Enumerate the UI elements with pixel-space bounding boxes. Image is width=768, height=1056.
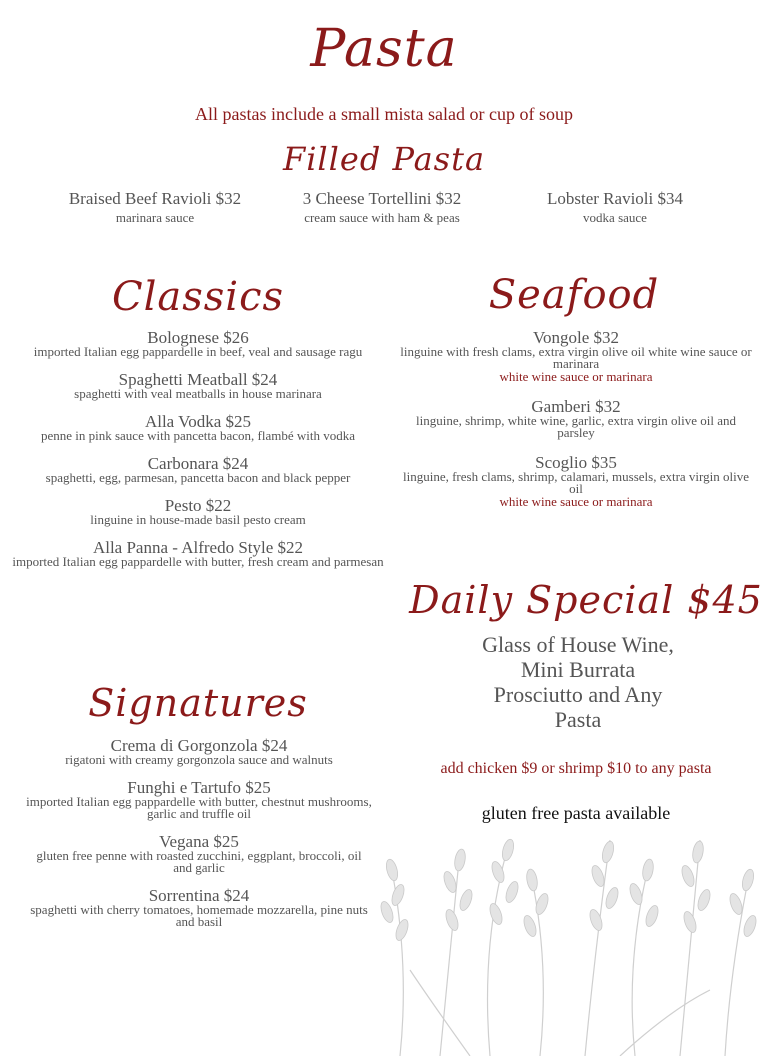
- item-description: penne in pink sauce with pancetta bacon, flambé with vodka: [40, 428, 356, 443]
- filled-item-lobster-ravioli: [500, 190, 730, 224]
- menu-item-funghi-e-tartufo: [14, 780, 384, 820]
- filled-item-3-cheese-tortellini: [266, 190, 498, 224]
- item-description: gluten free penne with roasted zucchini, eggplant, broccoli, oil and garlic: [36, 848, 362, 875]
- item-name: Alla Panna - Alfredo Style $22: [92, 538, 304, 557]
- special-line: Pasta: [554, 707, 602, 732]
- item-description: linguine with fresh clams, extra virgin olive oil white wine sauce or marinara: [400, 344, 752, 371]
- daily-special-heading: Daily Special $45: [409, 578, 763, 622]
- page-title: Pasta: [310, 19, 458, 79]
- item-description: spaghetti with cherry tomatoes, homemade mozzarella, pine nuts and basil: [30, 902, 368, 929]
- item-name: Gamberi $32: [531, 397, 621, 416]
- menu-item-scoglio: [390, 455, 762, 508]
- item-description: spaghetti with veal meatballs in house marinara: [74, 386, 322, 401]
- gluten-free-note: gluten free pasta available: [481, 803, 671, 823]
- item-description: imported Italian egg pappardelle with butter, chestnut mushrooms, garlic and truffle oil: [26, 794, 372, 821]
- menu-item-carbonara: [8, 456, 388, 484]
- wheat-illustration: [370, 820, 768, 1056]
- item-name: Vegana $25: [159, 832, 239, 851]
- item-sauce-note: white wine sauce or marinara: [499, 369, 653, 384]
- menu-item-spaghetti-meatball: [8, 372, 388, 400]
- daily-special-details: [420, 632, 736, 732]
- item-name: Bolognese $26: [147, 328, 249, 347]
- item-name: Sorrentina $24: [148, 886, 250, 905]
- menu-item-alla-panna: [8, 540, 388, 568]
- menu-item-crema-di-gorgonzola: [14, 738, 384, 766]
- item-name: Scoglio $35: [535, 453, 617, 472]
- item-name: Crema di Gorgonzola $24: [110, 736, 288, 755]
- item-description: cream sauce with ham & peas: [304, 210, 460, 225]
- signatures-heading: Signatures: [88, 681, 308, 725]
- item-name: Spaghetti Meatball $24: [118, 370, 278, 389]
- item-name: Lobster Ravioli $34: [547, 189, 683, 208]
- special-line: Glass of House Wine,: [482, 632, 674, 657]
- add-protein-note: add chicken $9 or shrimp $10 to any pasta: [440, 760, 712, 777]
- classics-heading: Classics: [111, 274, 285, 320]
- filled-item-braised-beef-ravioli: [40, 190, 270, 224]
- item-description: linguine in house-made basil pesto cream: [90, 512, 306, 527]
- item-name: Alla Vodka $25: [144, 412, 252, 431]
- item-description: rigatoni with creamy gorgonzola sauce and walnuts: [65, 752, 333, 767]
- signatures-list: [14, 738, 384, 942]
- item-name: Pesto $22: [164, 496, 232, 515]
- filled-pasta-heading: Filled Pasta: [282, 140, 486, 178]
- item-description: spaghetti, egg, parmesan, pancetta bacon and black pepper: [45, 470, 351, 485]
- item-description: imported Italian egg pappardelle in beef, veal and sausage ragu: [33, 344, 363, 359]
- menu-item-gamberi: [390, 399, 762, 439]
- item-description: imported Italian egg pappardelle with butter, fresh cream and parmesan: [12, 554, 384, 569]
- menu-item-vongole: [390, 330, 762, 383]
- special-line: Mini Burrata: [520, 657, 636, 682]
- item-description: linguine, shrimp, white wine, garlic, extra virgin olive oil and parsley: [416, 413, 736, 440]
- menu-item-sorrentina: [14, 888, 384, 928]
- menu-item-pesto: [8, 498, 388, 526]
- item-name: Vongole $32: [532, 328, 620, 347]
- wheat-grains: [379, 838, 759, 942]
- item-description: marinara sauce: [115, 210, 195, 225]
- special-line: Prosciutto and Any: [493, 682, 663, 707]
- menu-item-bolognese: [8, 330, 388, 358]
- item-name: Carbonara $24: [147, 454, 249, 473]
- menu-item-vegana: [14, 834, 384, 874]
- item-name: 3 Cheese Tortellini $32: [302, 189, 462, 208]
- wheat-stalks: [390, 840, 750, 1056]
- subtitle: All pastas include a small mista salad or cup of soup: [195, 104, 573, 124]
- item-sauce-note: white wine sauce or marinara: [499, 494, 653, 509]
- menu-item-alla-vodka: [8, 414, 388, 442]
- item-description: vodka sauce: [583, 210, 647, 225]
- item-name: Funghi e Tartufo $25: [127, 778, 271, 797]
- item-name: Braised Beef Ravioli $32: [68, 189, 242, 208]
- seafood-heading: Seafood: [488, 272, 660, 318]
- item-description: linguine, fresh clams, shrimp, calamari, mussels, extra virgin olive oil: [403, 469, 749, 496]
- seafood-list: [390, 330, 762, 522]
- classics-list: [8, 330, 388, 582]
